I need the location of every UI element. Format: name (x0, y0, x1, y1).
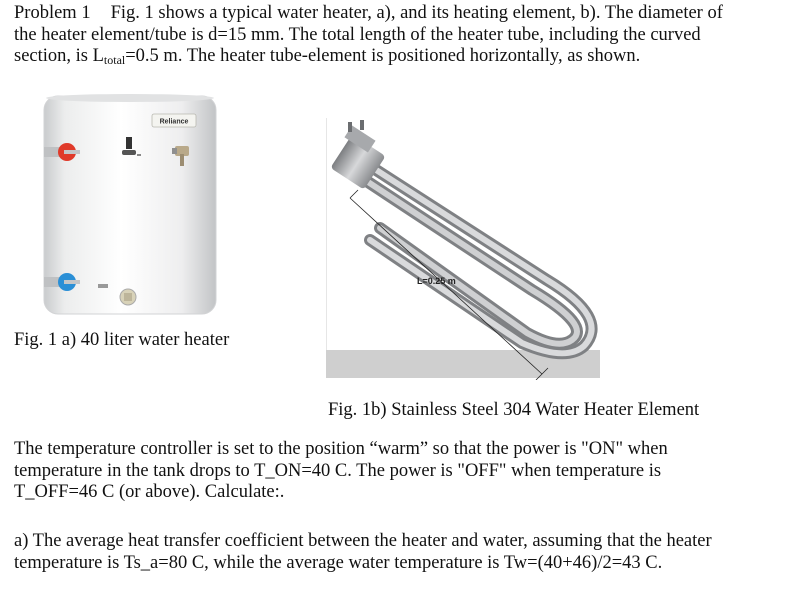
length-label: L=0.25 m (417, 276, 456, 286)
controller-line-3: T_OFF=46 C (or above). Calculate:. (14, 482, 285, 502)
controller-line-1: The temperature controller is set to the position “warm” so that the power is "ON" when (14, 439, 668, 459)
question-a-line-2: temperature is Ts_a=80 C, while the average water temperature is Tw=(40+46)/2=43 C. (14, 552, 663, 573)
controller-line-2: temperature in the tank drops to T_ON=40 C. The power is "OFF" when temperature is (14, 460, 662, 481)
threaded-fitting-icon (330, 120, 385, 190)
element-tube-icon (362, 166, 592, 353)
figure-1b-caption: Fig. 1b) Stainless Steel 304 Water Heater Element (328, 400, 700, 420)
problem-line-3: section, is $L_{total}=0.5$ m. The heater tube-element is positioned horizontally, as shown. (14, 46, 641, 67)
problem-statement (14, 3, 723, 72)
tank-badge (98, 284, 108, 288)
problem-label: Problem 1 (14, 3, 91, 23)
water-heater-figure (40, 92, 220, 320)
problem-line-1: Problem 1 Fig. 1 shows a typical water heater, a), and its heating element, b). The diameter of (14, 3, 723, 23)
drain-valve-icon (120, 289, 136, 305)
controller-paragraph (14, 439, 668, 504)
svg-text:Reliance: Reliance (159, 118, 189, 126)
question-a-line-1: a) The average heat transfer coefficient between the heater and water, assuming that the heater (14, 531, 712, 551)
heating-element-figure (322, 118, 604, 380)
question-a (14, 531, 712, 574)
problem-line-2: the heater element/tube is d=15 mm. The total length of the heater tube, including the curved (14, 24, 701, 45)
figure-border (326, 118, 327, 350)
brand-plate (152, 114, 196, 127)
figure-1a-caption: Fig. 1 a) 40 liter water heater (14, 330, 230, 350)
